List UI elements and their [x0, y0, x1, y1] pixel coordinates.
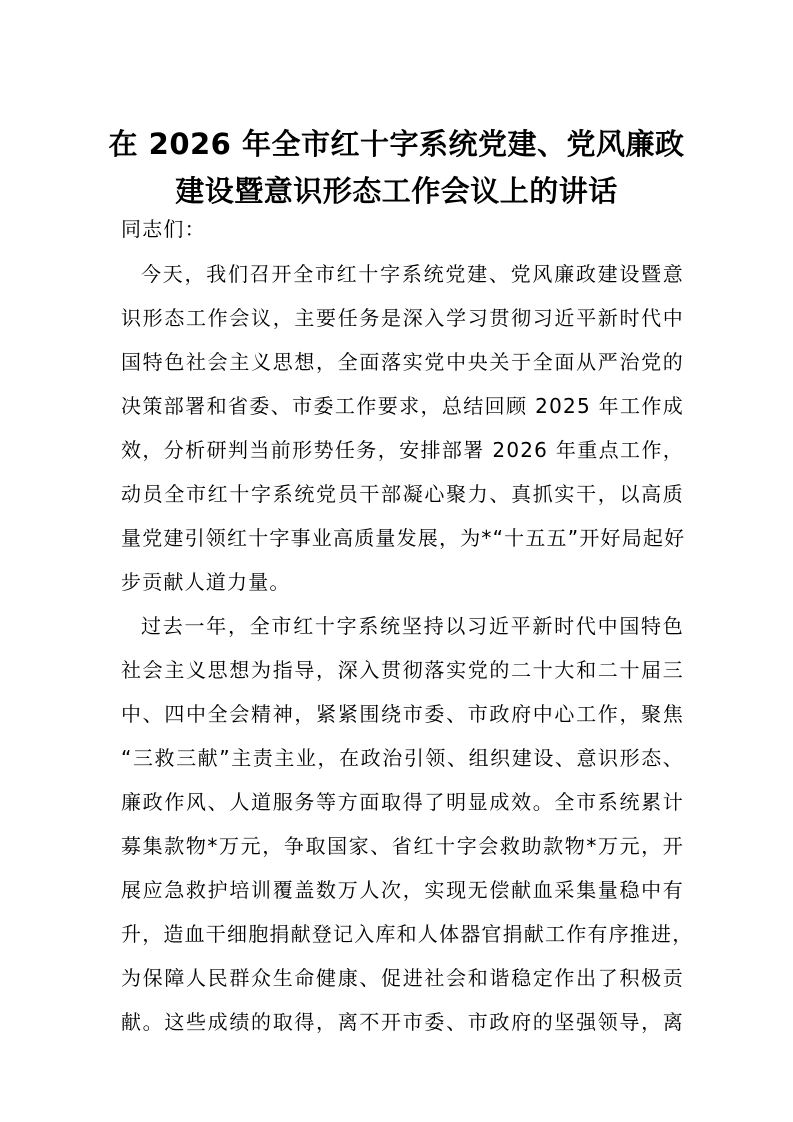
paragraph-2-line: 展应急救护培训覆盖数万人次，实现无偿献血采集量稳中有 — [121, 878, 684, 902]
paragraph-2-line: 为保障人民群众生命健康、促进社会和谐稳定作出了积极贡 — [121, 966, 684, 990]
paragraph-1-line: 步贡献人道力量。 — [121, 570, 291, 594]
paragraph-2-line: 升，造血干细胞捐献登记入库和人体器官捐献工作有序推进， — [121, 922, 694, 946]
document-title-line-1: 在 2026 年全市红十字系统党建、党风廉政 — [108, 127, 685, 161]
paragraph-2-line: 廉政作风、人道服务等方面取得了明显成效。全市系统累计 — [121, 790, 684, 814]
paragraph-2-line: “三救三献”主责主业，在政治引领、组织建设、意识形态、 — [121, 746, 684, 770]
document-title-line-2: 建设暨意识形态工作会议上的讲话 — [175, 174, 618, 208]
paragraph-1-line: 效，分析研判当前形势任务，安排部署 2026 年重点工作， — [121, 438, 684, 462]
paragraph-1-line: 今天，我们召开全市红十字系统党建、党风廉政建设暨意 — [141, 262, 684, 286]
paragraph-2-line: 社会主义思想为指导，深入贯彻落实党的二十大和二十届三 — [121, 658, 684, 682]
paragraph-1-line: 决策部署和省委、市委工作要求，总结回顾 2025 年工作成 — [121, 394, 684, 418]
paragraph-2-line: 献。这些成绩的取得，离不开市委、市政府的坚强领导，离 — [121, 1010, 684, 1034]
salutation: 同志们： — [121, 217, 206, 241]
paragraph-2-line: 募集款物*万元，争取国家、省红十字会救助款物*万元，开 — [121, 834, 684, 858]
paragraph-1-line: 国特色社会主义思想，全面落实党中央关于全面从严治党的 — [121, 350, 684, 374]
paragraph-2-line: 中、四中全会精神，紧紧围绕市委、市政府中心工作，聚焦 — [121, 702, 684, 726]
paragraph-1-line: 量党建引领红十字事业高质量发展，为*“十五五”开好局起好 — [121, 526, 686, 550]
paragraph-2-line: 过去一年，全市红十字系统坚持以习近平新时代中国特色 — [141, 614, 684, 638]
paragraph-1-line: 动员全市红十字系统党员干部凝心聚力、真抓实干，以高质 — [121, 482, 684, 506]
paragraph-1-line: 识形态工作会议，主要任务是深入学习贯彻习近平新时代中 — [121, 306, 684, 330]
